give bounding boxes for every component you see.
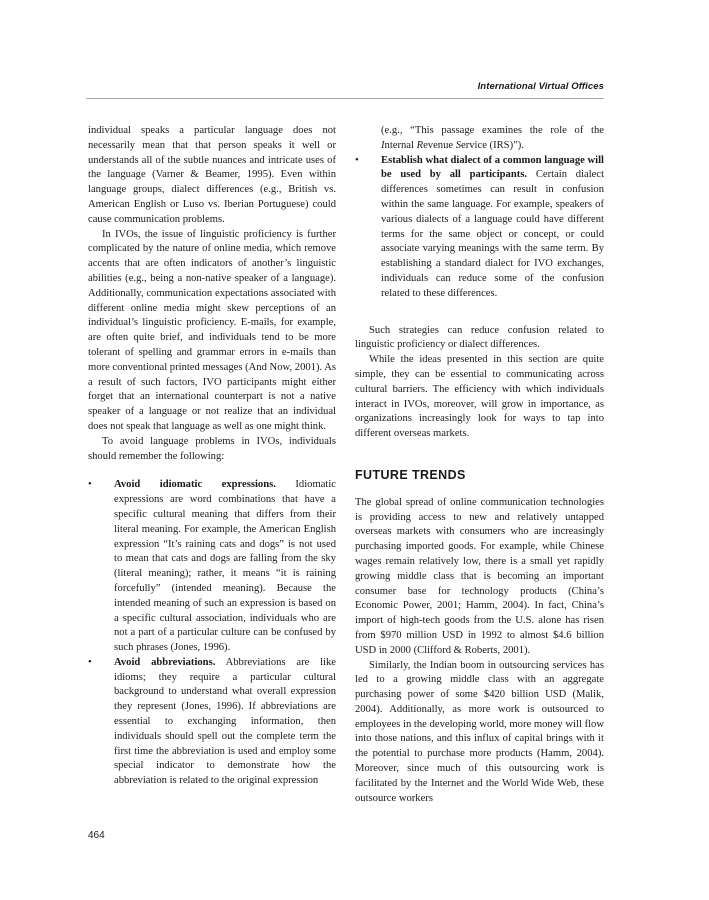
paragraph: Such strategies can reduce confusion related to linguistic proficiency or dialect differences. (355, 324, 604, 351)
left-column (88, 124, 336, 789)
bullet-heading: Avoid idiomatic expressions. (114, 479, 276, 491)
bullet-dot: • (88, 479, 92, 491)
bullet-heading: Avoid abbreviations. (114, 656, 216, 668)
running-head: International Virtual Offices (477, 81, 604, 92)
bullet-dot: • (355, 154, 359, 166)
right-column (355, 124, 604, 806)
bullet-body: Idiomatic expressions are word combinations that have a specific cultural meaning that differs from their literal meaning. For example, the American English expression “It’s raining cats and dogs” is not used to mean that cats and dogs are falling from the sky (literal meaning); rather, it means “it is raining forcefully” (intended meaning). Because the intended meaning of such an expression is based on a specific cultural association, individuals who are not a part of a particular culture can be confused by such phrases (Jones, 1996). (114, 479, 336, 654)
paragraph: To avoid language problems in IVOs, individuals should remember the following: (88, 435, 336, 462)
bullet-item (88, 478, 336, 656)
paragraph: While the ideas presented in this section are quite simple, they can be essential to communicating across cultural barriers. The efficiency with which individuals interact in IVOs, moreover, will grow in importance, as organizations increasingly look for ways to tap into different overseas markets. (355, 354, 604, 440)
section-heading: FUTURE TRENDS (355, 467, 466, 482)
paragraph: Similarly, the Indian boom in outsourcing services has led to a growing middle class with an aggregate purchasing power of some $420 billion USD (Malik, 2004). Additionally, as more work is outsourced to employees in the developing world, more money will flow into those nations, and this influx of capital brings with it the potential to purchase more products (Hamm, 2004). Moreover, since much of this outsourcing work is facilitated by the Internet and the World Wide Web, these outsource workers (355, 659, 604, 804)
paragraph: The global spread of online communication technologies is providing access to new and relatively untapped overseas markets with consumers who are increasingly purchasing imported goods. For example, while Chinese wages remain relatively low, there is a small yet rapidly growing middle class that is becoming an important consumer base for technology products (China’s Economic Power, 2001; Hamm, 2004). In fact, China’s import of high-tech goods from the U.S. alone has risen from $970 million USD in 1992 to almost $4.6 billion USD in 2000 (Clifford & Roberts, 2001). (355, 496, 604, 656)
bullet-body: Abbreviations are like idioms; they require a particular cultural background to understand what overall expression they represent (Jones, 1996). If abbreviations are essential to exchanging information, then individuals should spell out the complete term the first time the abbreviation is used and employ some special indicator to demonstrate how the abbreviation is related to the original expression (114, 656, 337, 787)
bullet-continuation: (e.g., “This passage examines the role of the Internal Revenue Service (IRS)”). (381, 125, 604, 151)
bullet-body: Certain dialect differences sometimes can result in confusion within the same language. For example, speakers of various dialects of a language could have different terms for the same object or concept, or could associate varying meanings with the same term. By establishing a standard dialect for IVO exchanges, individuals can reduce some of the confusion related to these differences. (381, 169, 605, 299)
page-number: 464 (88, 830, 105, 841)
bullet-heading: Establish what dialect of a common language will be used by all participants. (381, 154, 604, 181)
header-rule (86, 98, 604, 99)
bullet-item (88, 656, 336, 789)
paragraph: In IVOs, the issue of linguistic proficiency is further complicated by the nature of online media, which remove accents that are often indicators of another’s linguistic abilities (e.g., being a non-native speaker of a language). Additionally, communication expectations associated with different online media might skew perceptions of an individual’s linguistic proficiency. E-mails, for example, are often quite brief, and individuals tend to be more tolerant of spelling and grammar errors in e-mails than more conventional printed messages (And Now, 2001). As a result of such factors, IVO participants might either forget that an international counterpart is not a native speaker of a language or not realize that an individual does not speak that language as well as one might think. (88, 228, 336, 432)
bullet-item (355, 154, 604, 302)
bullet-dot: • (88, 656, 92, 668)
paragraph: individual speaks a particular language does not necessarily mean that that person speaks it well or understands all of the subtle nuances and intricate uses of the language (Varner & Beamer, 1995). Even within language groups, dialect differences (e.g., British vs. American English or Luso vs. Iberian Portuguese) could cause communication problems. (88, 125, 336, 225)
